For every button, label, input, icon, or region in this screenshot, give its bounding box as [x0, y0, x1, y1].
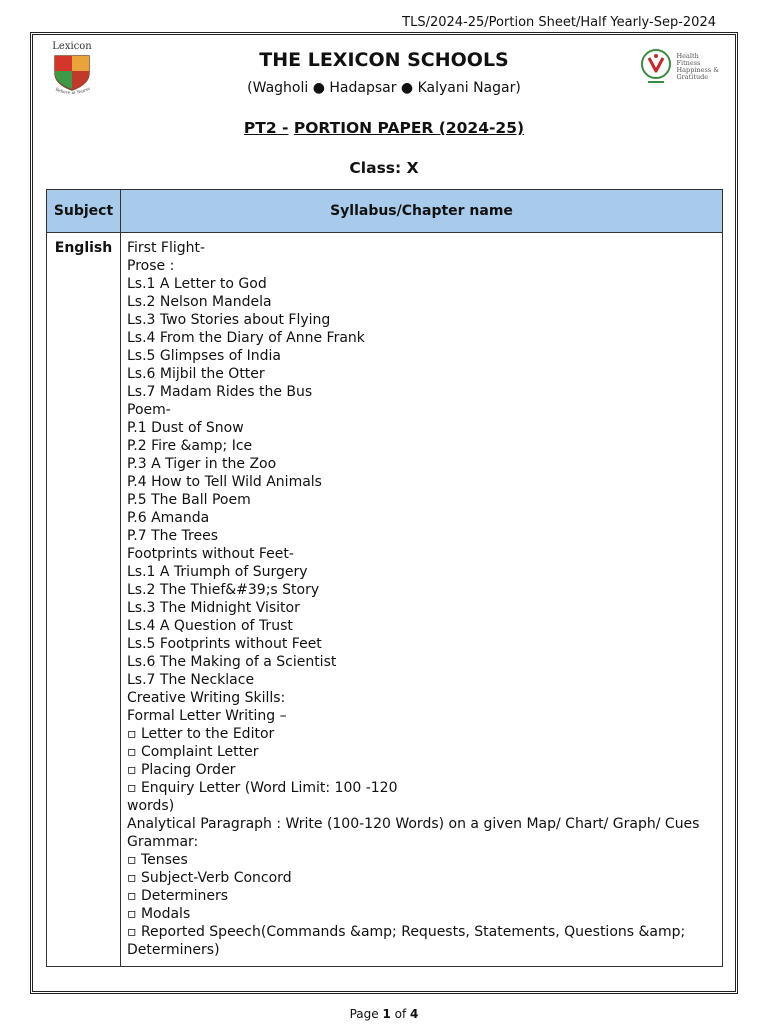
syllabus-line: Footprints without Feet- [127, 546, 294, 562]
syllabus-line: Ls.5 Glimpses of India [127, 348, 282, 364]
wellness-word: Fitness [676, 58, 701, 67]
syllabus-line: Creative Writing Skills: [127, 690, 286, 706]
subject-column-header: Subject [47, 190, 121, 233]
total-page-count: 4 [410, 1007, 419, 1021]
syllabus-line: Ls.3 Two Stories about Flying [127, 312, 331, 328]
document-reference: TLS/2024-25/Portion Sheet/Half Yearly-Sep-2024 [402, 15, 716, 30]
syllabus-line: Formal Letter Writing – [127, 708, 287, 724]
syllabus-line: Ls.1 A Letter to God [127, 276, 267, 292]
wellness-word: Health [676, 51, 699, 60]
syllabus-line: P.7 The Trees [127, 528, 219, 544]
syllabus-line: Poem- [127, 402, 171, 418]
syllabus-line: P.4 How to Tell Wild Animals [127, 474, 322, 490]
current-page-number: 1 [382, 1007, 391, 1021]
syllabus-line: ▫ Placing Order [127, 762, 236, 778]
subject-cell: English [47, 233, 121, 967]
syllabus-line: Ls.2 Nelson Mandela [127, 294, 272, 310]
syllabus-line: ▫ Reported Speech(Commands &amp; Requests, Statements, Questions &amp; [127, 924, 686, 940]
wellness-word: Gratitude [676, 73, 709, 82]
syllabus-line: P.2 Fire &amp; Ice [127, 438, 253, 454]
syllabus-line: Grammar: [127, 834, 199, 850]
school-name: THE LEXICON SCHOOLS [259, 49, 509, 71]
footer-prefix: Page [349, 1007, 383, 1021]
paper-title [33, 119, 735, 137]
syllabus-line: P.5 The Ball Poem [127, 492, 251, 508]
syllabus-line: Prose : [127, 258, 175, 274]
syllabus-line: Ls.7 Madam Rides the Bus [127, 384, 313, 400]
page-footer [0, 1007, 768, 1021]
syllabus-line: ▫ Enquiry Letter (Word Limit: 100 -120 [127, 780, 398, 796]
paper-title-main: PORTION PAPER (2024-25) [293, 119, 525, 137]
syllabus-line: Analytical Paragraph : Write (100-120 Words) on a given Map/ Chart/ Graph/ Cues [127, 816, 700, 832]
syllabus-line: ▫ Determiners [127, 888, 229, 904]
table-header-row [47, 190, 723, 233]
wellness-word: Happiness & [676, 66, 719, 74]
syllabus-line: ▫ Tenses [127, 852, 188, 868]
syllabus-line: Ls.1 A Triumph of Surgery [127, 564, 308, 580]
syllabus-line: Ls.2 The Thief&#39;s Story [127, 582, 320, 598]
footer-middle: of [390, 1007, 411, 1021]
campus-list: (Wagholi ● Hadapsar ● Kalyani Nagar) [247, 80, 521, 96]
syllabus-line: Ls.6 The Making of a Scientist [127, 654, 337, 670]
syllabus-line: P.6 Amanda [127, 510, 210, 526]
syllabus-line: Ls.4 From the Diary of Anne Frank [127, 330, 365, 346]
syllabus-table [46, 189, 723, 967]
syllabus-line: words) [127, 798, 175, 814]
paper-title-prefix: PT2 - [243, 119, 289, 137]
logo-motto: Believe in Yourse [54, 85, 91, 96]
table-row [47, 233, 723, 967]
syllabus-line: Ls.4 A Question of Trust [127, 618, 293, 634]
syllabus-line: Ls.3 The Midnight Visitor [127, 600, 300, 616]
syllabus-cell [121, 233, 723, 967]
syllabus-line: P.3 A Tiger in the Zoo [127, 456, 277, 472]
syllabus-line: ▫ Complaint Letter [127, 744, 259, 760]
page-frame [30, 32, 738, 994]
syllabus-column-header: Syllabus/Chapter name [121, 190, 723, 233]
syllabus-line: Ls.7 The Necklace [127, 672, 255, 688]
syllabus-line: First Flight- [127, 240, 206, 256]
syllabus-line: Ls.6 Mijbil the Otter [127, 366, 265, 382]
syllabus-line: ▫ Subject-Verb Concord [127, 870, 292, 886]
syllabus-line: P.1 Dust of Snow [127, 420, 244, 436]
syllabus-line: Ls.5 Footprints without Feet [127, 636, 322, 652]
syllabus-line: ▫ Letter to the Editor [127, 726, 275, 742]
syllabus-line: ▫ Modals [127, 906, 191, 922]
class-label: Class: X [349, 159, 419, 177]
syllabus-line: Determiners) [127, 942, 220, 958]
logo-brand-text: Lexicon [52, 41, 92, 52]
